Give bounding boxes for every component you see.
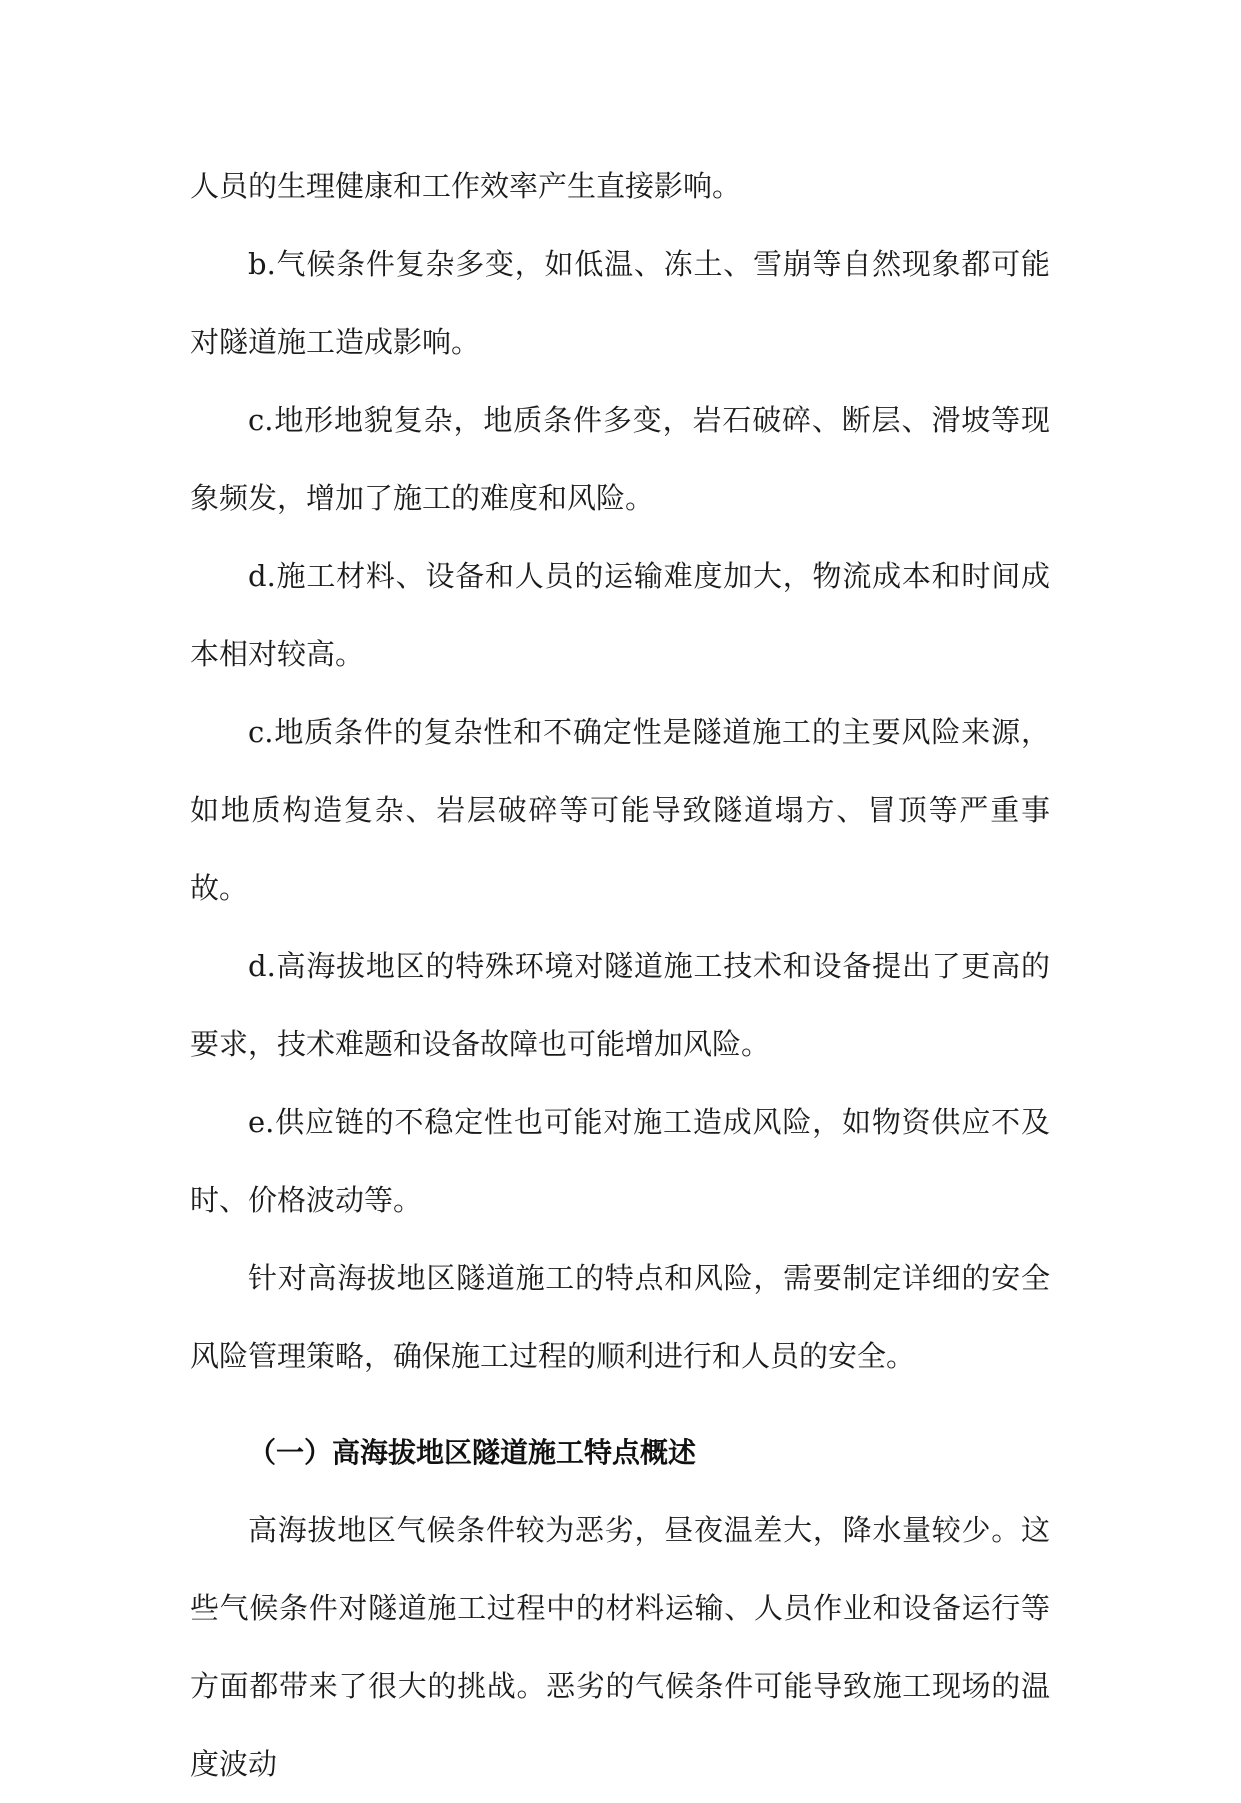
paragraph-c-geology-risk: c.地质条件的复杂性和不确定性是隧道施工的主要风险来源，如地质构造复杂、岩层破碎等可能导致隧道塌方、冒顶等严重事故。 [190, 715, 1050, 905]
paragraph-summary: 针对高海拔地区隧道施工的特点和风险，需要制定详细的安全风险管理策略，确保施工过程的顺利进行和人员的安全。 [190, 1261, 1050, 1373]
paragraph-d-transport: d.施工材料、设备和人员的运输难度加大，物流成本和时间成本相对较高。 [190, 559, 1050, 671]
paragraph-b-climate: b.气候条件复杂多变，如低温、冻土、雪崩等自然现象都可能对隧道施工造成影响。 [190, 247, 1050, 359]
paragraph-e-supply-chain: e.供应链的不稳定性也可能对施工造成风险，如物资供应不及时、价格波动等。 [190, 1105, 1050, 1217]
document-body [190, 147, 1050, 1803]
paragraph-d-technical-risk: d.高海拔地区的特殊环境对隧道施工技术和设备提出了更高的要求，技术难题和设备故障也可能增加风险。 [190, 949, 1050, 1061]
paragraph-continuation: 人员的生理健康和工作效率产生直接影响。 [190, 169, 742, 203]
section-paragraph: 高海拔地区气候条件较为恶劣，昼夜温差大，降水量较少。这些气候条件对隧道施工过程中的材料运输、人员作业和设备运行等方面都带来了很大的挑战。恶劣的气候条件可能导致施工现场的温度波动 [190, 1513, 1050, 1781]
paragraph-c-terrain: c.地形地貌复杂，地质条件多变，岩石破碎、断层、滑坡等现象频发，增加了施工的难度和风险。 [190, 403, 1050, 515]
section-heading: （一）高海拔地区隧道施工特点概述 [248, 1436, 697, 1469]
